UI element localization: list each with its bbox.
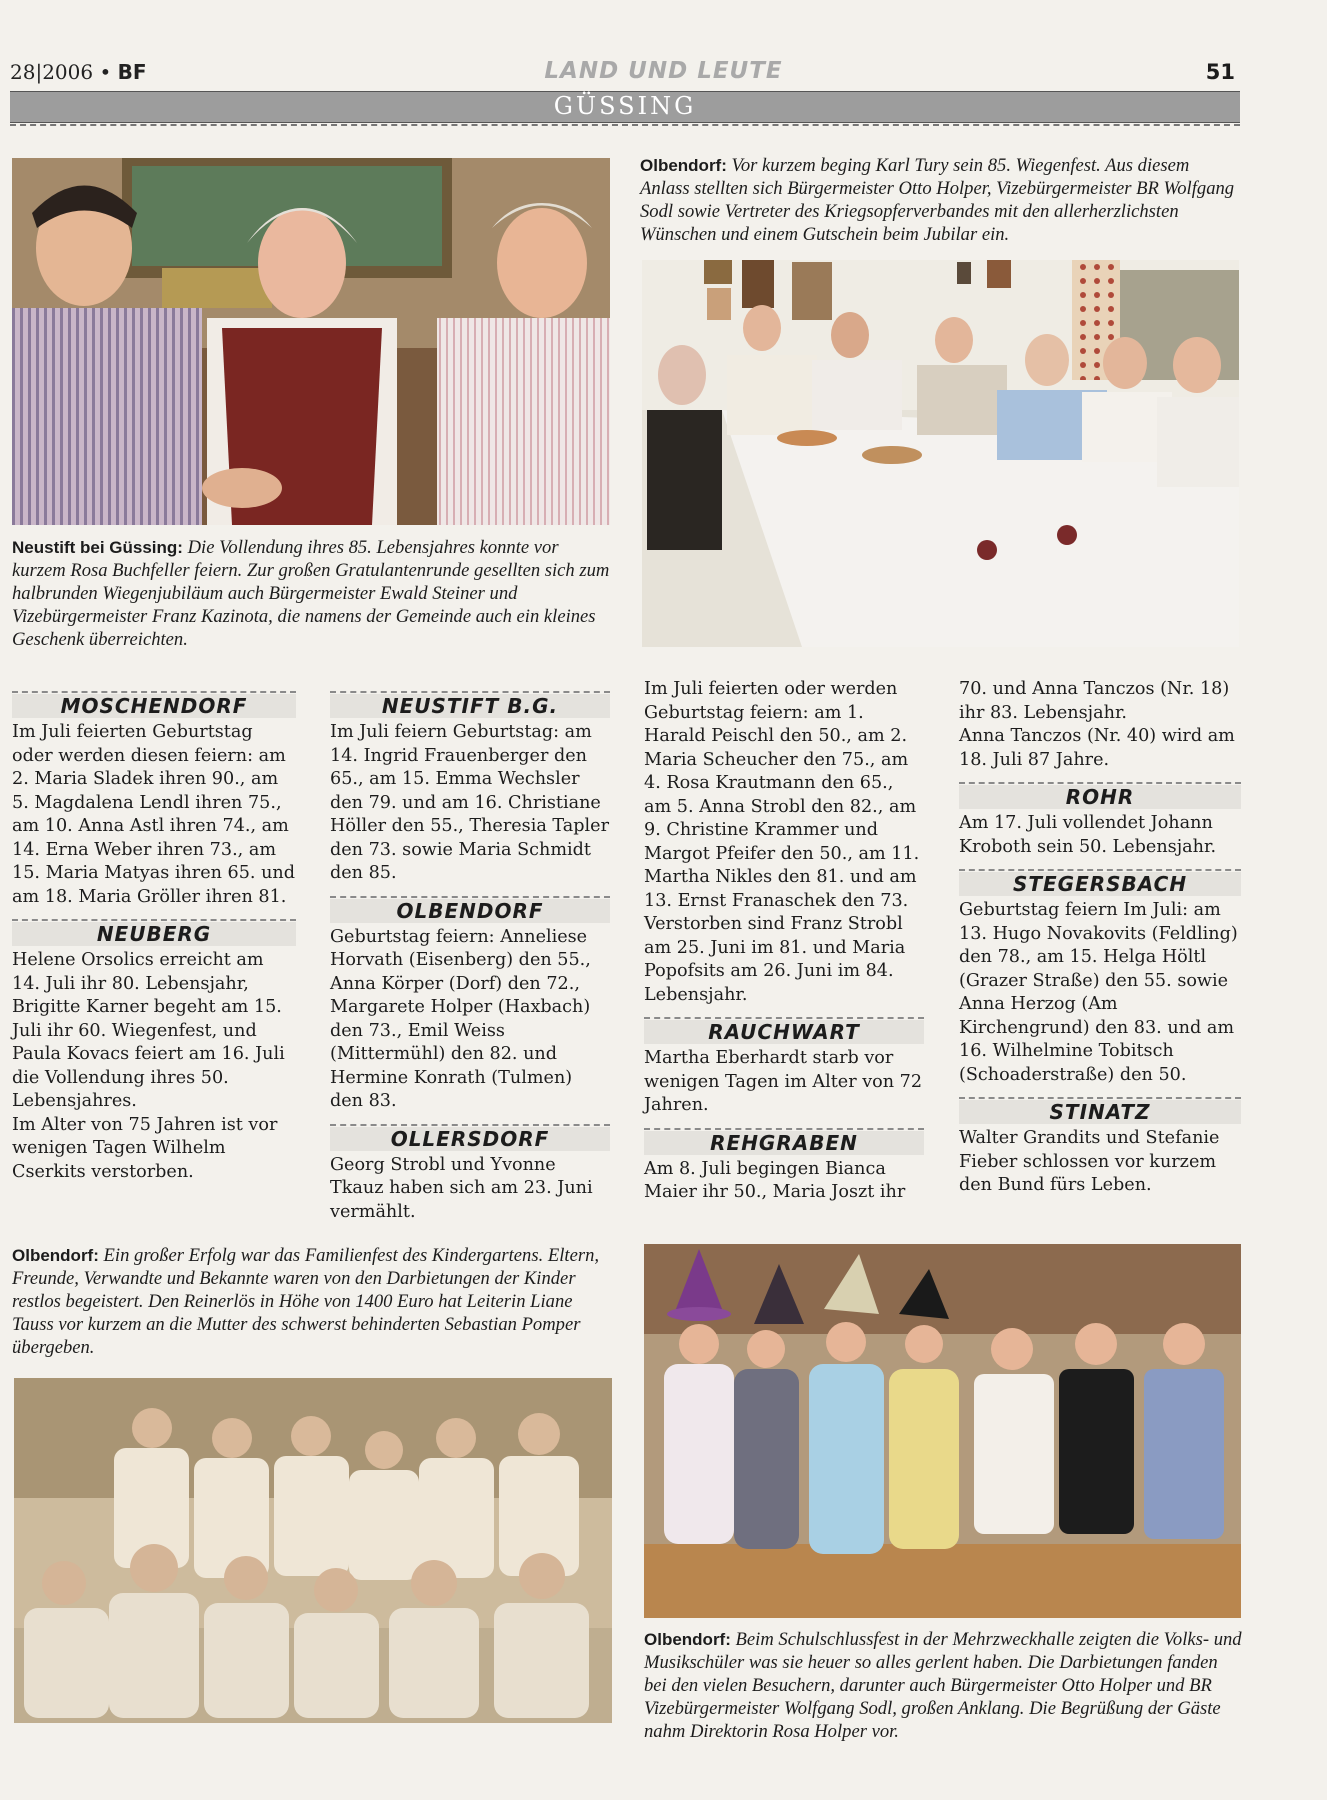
caption-text: Beim Schulschlussfest in der Mehrzweckhalle zeigten die Volks- und Musikschüler was sie heuer so alles gerlent haben. Die Darbietungen fanden bei den vielen Besuchern, darunter auch Bürgermeister Otto Holper und BR Vizebürgermeister Wolfgang Sodl, großen Anklang. Die Begrüßung der Gäste nahm Direktorin Rosa Holper vor.	[644, 1629, 1242, 1742]
photo-schulschluss-image	[644, 1244, 1241, 1618]
section-heading-olbendorf	[330, 890, 610, 924]
caption-place: Olbendorf:	[12, 1246, 99, 1265]
section-label: OLBENDORF	[396, 898, 544, 923]
neuberg-text-2: Im Alter von 75 Jahren ist vor wenigen Tagen Wilhelm Cserkits verstorben.	[12, 1114, 278, 1182]
ollersdorf-text: Georg Strobl und Yvonne Tkauz haben sich am 23. Juni vermählt.	[330, 1154, 593, 1222]
caption-text: Ein großer Erfolg war das Familienfest des Kindergartens. Eltern, Freunde, Verwandte und Bekannte waren von den Darbietungen der Kinder restlos begeistert. Den Reinerlös in Höhe von 1400 Euro hat Leiterin Liane Tauss vor kurzem an die Mutter des schwerst behinderten Sebastian Pomper übergeben.	[12, 1245, 600, 1358]
section-heading-neustift-bg	[330, 685, 610, 719]
rehgraben-text: Am 8. Juli begingen Bianca Maier ihr 50., Maria Joszt ihr	[644, 1158, 906, 1202]
caption-place: Neustift bei Güssing:	[12, 538, 183, 557]
section-heading-ollersdorf	[330, 1118, 610, 1152]
olbendorf-text: Geburtstag feiern: Anneliese Horvath (Eisenberg) den 55., Anna Körper (Dorf) den 72., Margarete Holper (Haxbach) den 73., Emil Weiss (Mittermühl) den 82. und Hermine Konrath (Tulmen) den 83.	[330, 926, 591, 1111]
section-label: ROHR	[1065, 785, 1135, 809]
column-3	[644, 678, 924, 1205]
section-heading-rehgraben	[644, 1122, 924, 1156]
caption-neustift	[12, 536, 610, 651]
col3-intro-text: Im Juli feierten oder werden Geburtstag feiern: am 1. Harald Peischl den 50., am 2. Maria Scheucher den 75., am 4. Rosa Krautmann den 65., am 5. Anna Strobl den 82., am 9. Christine Krammer und Margot Pfeifer den 50., am 11. Martha Nikles den 81. und am 13. Ernst Franaschek den 73. Verstorben sind Franz Strobl am 25. Juni im 81. und Maria Popofsits am 26. Juni im 84. Lebensjahr.	[644, 679, 920, 1005]
section-heading-rauchwart	[644, 1011, 924, 1045]
page-number: 51	[1205, 60, 1235, 84]
section-label: STEGERSBACH	[1012, 872, 1188, 896]
publication-logo: BF	[117, 60, 147, 84]
header-divider	[10, 124, 1240, 126]
stinatz-text: Walter Grandits und Stefanie Fieber schlossen vor kurzem den Bund fürs Leben.	[959, 1128, 1220, 1195]
rohr-text: Am 17. Juli vollendet Johann Kroboth sein 50. Lebensjahr.	[959, 813, 1217, 857]
section-heading-moschendorf	[12, 685, 296, 719]
photo-neustift-image	[12, 158, 610, 525]
photo-olbendorf-tury	[642, 260, 1239, 647]
section-heading-neuberg	[12, 913, 296, 947]
neuberg-text-1: Helene Orsolics erreicht am 14. Juli ihr 80. Lebensjahr, Brigitte Karner begeht am 15. Juli ihr 60. Wiegenfest, und Paula Kovacs feiert am 16. Juli die Vollendung ihres 50. Lebensjahres.	[12, 950, 285, 1111]
section-heading-rohr	[959, 776, 1241, 810]
section-label: RAUCHWART	[708, 1020, 860, 1044]
caption-text: Vor kurzem beging Karl Tury sein 85. Wiegenfest. Aus diesem Anlass stellten sich Bürgermeister Otto Holper, Vizebürgermeister BR Wolfgang Sodl sowie Vertreter des Kriegsopferverbandes mit den allerherzlichsten Wünschen und einem Gutschein beim Jubilar ein.	[640, 155, 1235, 245]
section-heading-stinatz	[959, 1091, 1241, 1125]
column-1	[12, 685, 296, 1184]
column-2	[330, 685, 610, 1224]
caption-place: Olbendorf:	[644, 1630, 731, 1649]
region-title: GÜSSING	[553, 92, 697, 120]
col4-intro-text-2: Anna Tanczos (Nr. 40) wird am 18. Juli 87 Jahre.	[959, 726, 1235, 770]
caption-place: Olbendorf:	[640, 156, 727, 175]
photo-kindergarten	[14, 1378, 612, 1723]
section-label: NEUBERG	[96, 922, 212, 946]
section-title: LAND UND LEUTE	[544, 58, 783, 84]
photo-neustift	[12, 158, 610, 525]
section-label: NEUSTIFT B.G.	[381, 694, 559, 718]
moschendorf-text: Im Juli feierten Geburtstag oder werden diesen feiern: am 2. Maria Sladek ihren 90., am 5. Magdalena Lendl ihren 75., am 10. Anna Astl ihren 74., am 14. Erna Weber ihren 73., am 15. Maria Matyas ihren 65. und am 18. Maria Gröller ihren 81.	[12, 722, 296, 907]
section-label: STINATZ	[1049, 1100, 1151, 1124]
caption-schulschluss	[644, 1628, 1242, 1743]
section-label: MOSCHENDORF	[60, 694, 248, 718]
column-4	[959, 678, 1241, 1198]
photo-kindergarten-image	[14, 1378, 612, 1723]
caption-text: Die Vollendung ihres 85. Lebensjahres konnte vor kurzem Rosa Buchfeller feiern. Zur großen Gratulantenrunde gesellten sich zum halbrunden Wiegenjubiläum auch Bürgermeister Ewald Steiner und Vizebürgermeister Franz Kazinota, die namens der Gemeinde auch ein kleines Geschenk überreichten.	[12, 537, 610, 650]
stegersbach-text: Geburtstag feiern Im Juli: am 13. Hugo Novakovits (Feldling) den 78., am 15. Helga Höltl (Grazer Straße) den 55. sowie Anna Herzog (Am Kirchengrund) den 83. und am 16. Wilhelmine Tobitsch (Schoaderstraße) den 50.	[959, 900, 1238, 1085]
section-heading-stegersbach	[959, 863, 1241, 897]
issue-info: 28|2006 • BF	[10, 60, 147, 84]
rauchwart-text: Martha Eberhardt starb vor wenigen Tagen im Alter von 72 Jahren.	[644, 1048, 923, 1115]
photo-olbendorf-tury-image	[642, 260, 1239, 647]
caption-kindergarten	[12, 1244, 612, 1359]
col4-intro-text-1: 70. und Anna Tanczos (Nr. 18) ihr 83. Lebensjahr.	[959, 679, 1230, 723]
caption-olbendorf-tury	[640, 154, 1240, 246]
section-label: REHGRABEN	[710, 1130, 858, 1155]
photo-schulschluss	[644, 1244, 1241, 1618]
section-label: OLLERSDORF	[390, 1126, 550, 1151]
neustift-bg-text: Im Juli feiern Geburtstag: am 14. Ingrid Frauenberger den 65., am 15. Emma Wechsler den 79. und am 16. Christiane Höller den 55., Theresia Tapler den 73. sowie Maria Schmidt den 85.	[330, 722, 609, 883]
